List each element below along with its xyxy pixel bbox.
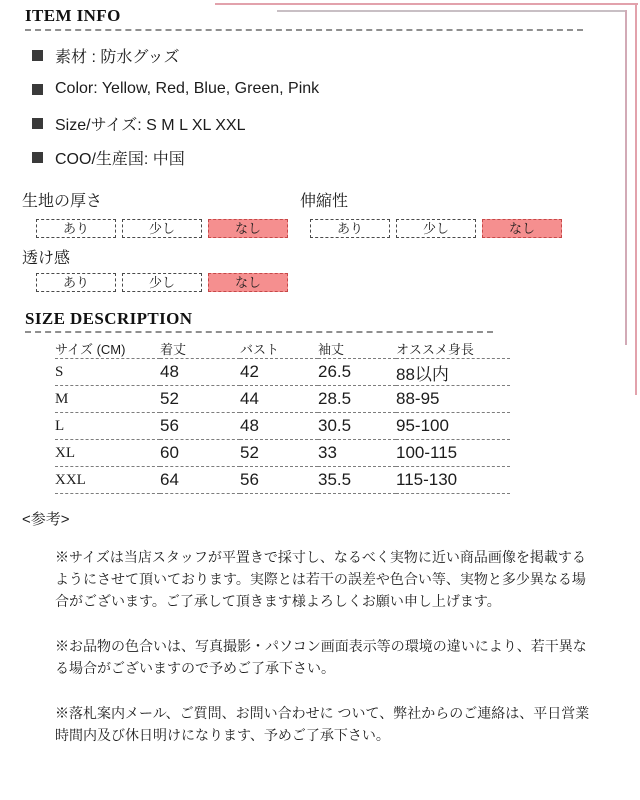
option-sukoshi: 少し — [122, 219, 202, 238]
cell-height: 115-130 — [396, 467, 510, 494]
spec-item-size — [32, 114, 319, 132]
table-row — [55, 386, 510, 413]
cell-sleeve: 35.5 — [318, 467, 396, 494]
cell-length: 52 — [160, 386, 240, 413]
cell-bust: 52 — [240, 440, 318, 467]
cell-bust: 44 — [240, 386, 318, 413]
spec-item-label: Color: Yellow, Red, Blue, Green, Pink — [55, 80, 320, 97]
decorative-frame-inner-right — [625, 10, 627, 345]
size-table — [55, 338, 510, 494]
attr-label-stretch: 伸縮性 — [300, 193, 349, 210]
cell-size: XL — [55, 440, 160, 467]
option-ari: あり — [36, 219, 116, 238]
note-contact-disclaimer: ※落札案内メール、ご質問、お問い合わせに ついて、弊社からのご連絡は、平日営業時間内及び休日明けになります、予めご了承下さい。 — [55, 705, 590, 743]
note-sizing-disclaimer: ※サイズは当店スタッフが平置きで採寸し、なるべく実物に近い商品画像を掲載するようにさせて頂いております。実際とは若干の誤差や色合い等、実物と多少異なる場合がございます。ご了承して頂きます様よろしくお願い申し上げます。 — [55, 549, 586, 609]
cell-length: 48 — [160, 359, 240, 386]
note-color-disclaimer: ※お品物の色合いは、写真撮影・パソコン画面表示等の環境の違いにより、若干異なる場合がございますので予めご了承下さい。 — [55, 638, 587, 676]
option-sukoshi: 少し — [122, 273, 202, 292]
attr-options-sheerness — [36, 273, 288, 292]
spec-list — [32, 46, 319, 182]
square-bullet-icon — [32, 118, 43, 129]
cell-size: M — [55, 386, 160, 413]
cell-height: 100-115 — [396, 440, 510, 467]
cell-height: 88-95 — [396, 386, 510, 413]
spec-item-material — [32, 46, 319, 64]
cell-length: 64 — [160, 467, 240, 494]
cell-size: S — [55, 359, 160, 386]
square-bullet-icon — [32, 84, 43, 95]
cell-size: XXL — [55, 467, 160, 494]
table-row — [55, 440, 510, 467]
option-ari: あり — [36, 273, 116, 292]
decorative-frame-outer-right — [635, 3, 637, 395]
col-header-length: 着丈 — [160, 338, 240, 359]
table-row — [55, 359, 510, 386]
item-info-title: ITEM INFO — [25, 6, 121, 25]
cell-length: 56 — [160, 413, 240, 440]
decorative-frame-outer-top — [215, 3, 638, 5]
col-header-size: サイズ (CM) — [55, 338, 160, 359]
col-header-sleeve: 袖丈 — [318, 338, 396, 359]
spec-item-color — [32, 80, 319, 98]
spec-item-label: 素材 : 防水グッズ — [55, 48, 180, 66]
table-row — [55, 467, 510, 494]
attr-options-fabric-thickness — [36, 219, 288, 238]
cell-sleeve: 30.5 — [318, 413, 396, 440]
cell-bust: 56 — [240, 467, 318, 494]
option-sukoshi: 少し — [396, 219, 476, 238]
attr-options-stretch — [310, 219, 562, 238]
col-header-bust: バスト — [240, 338, 318, 359]
cell-bust: 42 — [240, 359, 318, 386]
size-description-divider — [25, 331, 493, 333]
square-bullet-icon — [32, 152, 43, 163]
reference-notes — [55, 546, 590, 769]
spec-item-label: COO/生産国: 中国 — [55, 150, 185, 168]
spec-item-label: Size/サイズ: S M L XL XXL — [55, 116, 246, 134]
cell-sleeve: 26.5 — [318, 359, 396, 386]
spec-item-coo — [32, 148, 319, 166]
option-ari: あり — [310, 219, 390, 238]
option-nashi-selected: なし — [208, 219, 288, 238]
decorative-frame-inner-top — [277, 10, 627, 12]
col-header-recommended-height: オススメ身長 — [396, 338, 510, 359]
item-info-divider — [25, 29, 583, 31]
cell-sleeve: 33 — [318, 440, 396, 467]
square-bullet-icon — [32, 50, 43, 61]
cell-length: 60 — [160, 440, 240, 467]
size-description-title: SIZE DESCRIPTION — [25, 309, 193, 328]
cell-size: L — [55, 413, 160, 440]
option-nashi-selected: なし — [208, 273, 288, 292]
cell-height: 88以内 — [396, 359, 510, 386]
reference-title: <参考> — [22, 511, 70, 528]
attr-label-sheerness: 透け感 — [22, 250, 71, 267]
cell-height: 95-100 — [396, 413, 510, 440]
option-nashi-selected: なし — [482, 219, 562, 238]
table-row — [55, 413, 510, 440]
cell-sleeve: 28.5 — [318, 386, 396, 413]
cell-bust: 48 — [240, 413, 318, 440]
attr-label-fabric-thickness: 生地の厚さ — [22, 193, 103, 210]
size-table-header-row — [55, 338, 510, 359]
